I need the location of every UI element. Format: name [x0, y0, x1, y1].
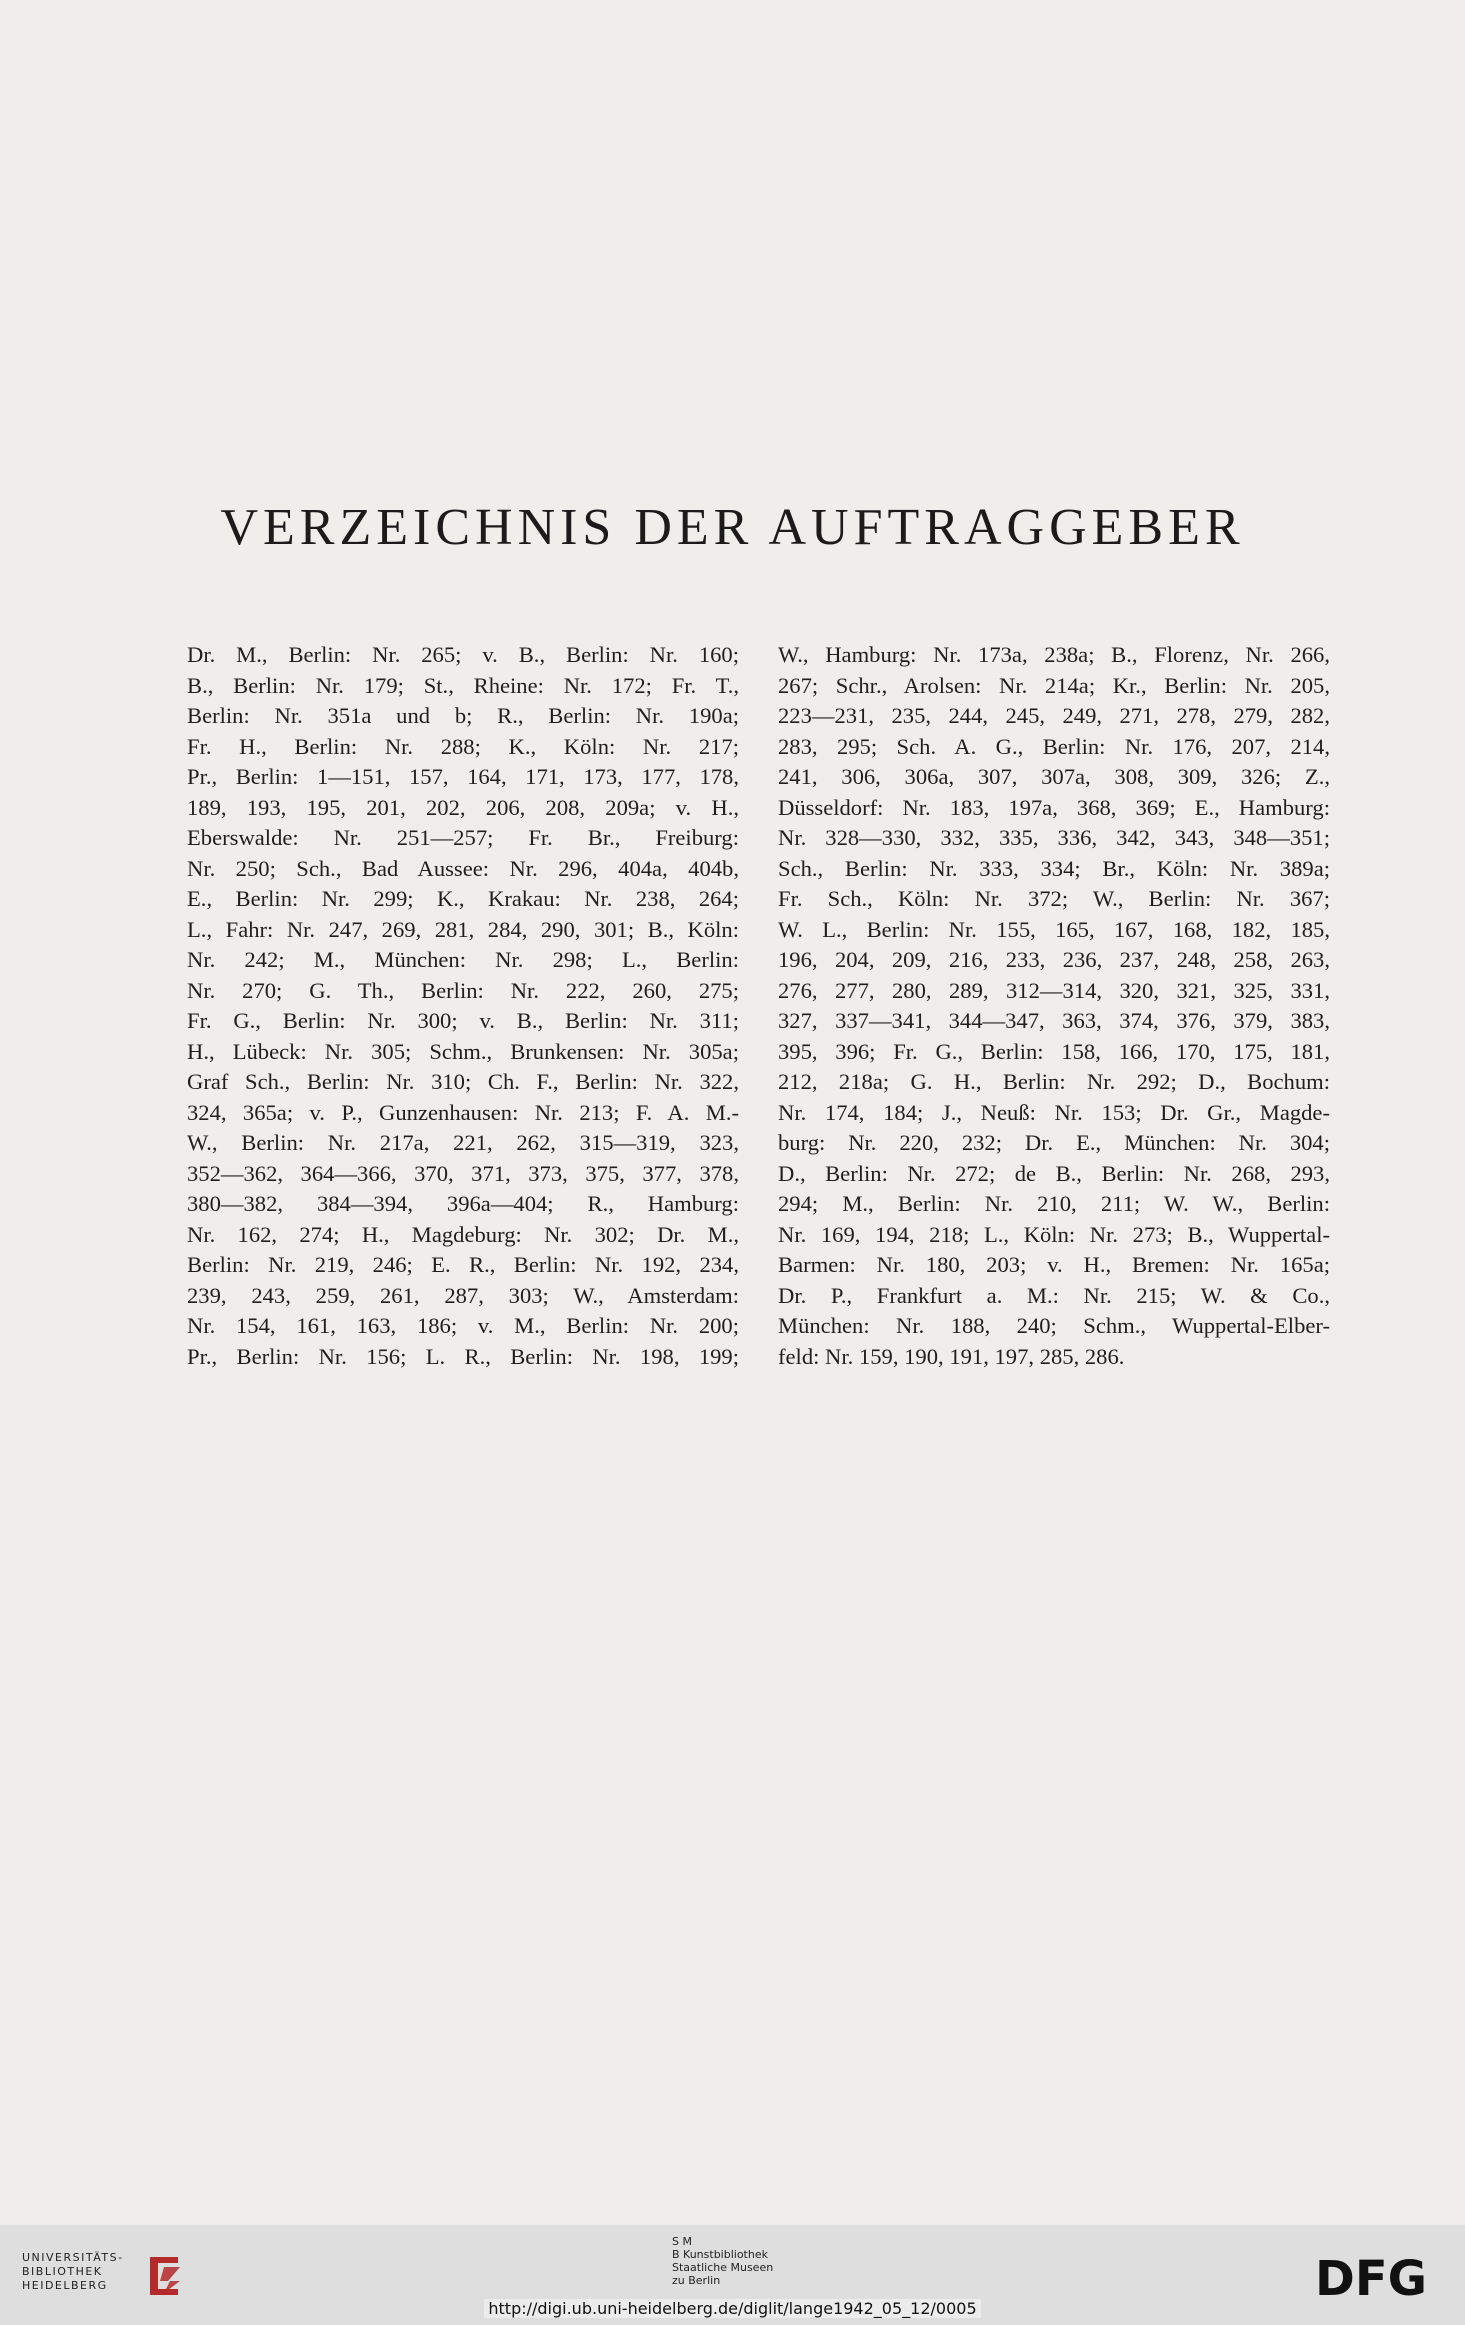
- entry-line: H., Lübeck: Nr. 305; Schm., Brunkensen: Nr. 305a;: [187, 1038, 739, 1064]
- entry-line: 189, 193, 195, 201, 202, 206, 208, 209a; v. H.,: [187, 794, 739, 820]
- entry-line: 283, 295; Sch. A. G., Berlin: Nr. 176, 207, 214,: [778, 733, 1330, 759]
- entry-line: 324, 365a; v. P., Gunzenhausen: Nr. 213; F. A. M.-: [187, 1099, 739, 1125]
- entry-line: Nr. 154, 161, 163, 186; v. M., Berlin: Nr. 200;: [187, 1313, 739, 1338]
- entry-line: Nr. 162, 274; H., Magdeburg: Nr. 302; Dr. M.,: [187, 1221, 739, 1247]
- university-name-line: HEIDELBERG: [22, 2279, 108, 2292]
- entry-line: Dr. M., Berlin: Nr. 265; v. B., Berlin: Nr. 160;: [187, 642, 739, 667]
- entry-line: Fr. Sch., Köln: Nr. 372; W., Berlin: Nr. 367;: [778, 886, 1330, 911]
- entry-line: W., Hamburg: Nr. 173a, 238a; B., Florenz, Nr. 266,: [778, 642, 1330, 667]
- entry-line: burg: Nr. 220, 232; Dr. E., München: Nr. 304;: [778, 1130, 1330, 1155]
- entry-line: Berlin: Nr. 351a und b; R., Berlin: Nr. 190a;: [187, 703, 739, 728]
- permalink[interactable]: [0, 2299, 1465, 2318]
- entry-line: Pr., Berlin: Nr. 156; L. R., Berlin: Nr. 198, 199;: [187, 1343, 739, 1369]
- entry-line: 212, 218a; G. H., Berlin: Nr. 292; D., Bochum:: [778, 1069, 1330, 1094]
- entry-line: 196, 204, 209, 216, 233, 236, 237, 248, 258, 263,: [778, 947, 1330, 972]
- museum-credit: [672, 2235, 773, 2287]
- left-column: [187, 640, 739, 1372]
- credit-line: S M: [672, 2235, 692, 2248]
- entry-line: L., Fahr: Nr. 247, 269, 281, 284, 290, 301; B., Köln:: [187, 916, 739, 942]
- dfg-logo-text: DFG: [1314, 2251, 1428, 2303]
- entry-line: 276, 277, 280, 289, 312—314, 320, 321, 325, 331,: [778, 977, 1330, 1003]
- entry-line: Eberswalde: Nr. 251—257; Fr. Br., Freiburg:: [187, 825, 739, 850]
- entry-line: 395, 396; Fr. G., Berlin: 158, 166, 170, 175, 181,: [778, 1038, 1330, 1064]
- credit-line: zu Berlin: [672, 2274, 721, 2287]
- entry-line: 239, 243, 259, 261, 287, 303; W., Amsterdam:: [187, 1282, 739, 1308]
- credit-line: Staatliche Museen: [672, 2261, 774, 2274]
- university-name-line: BIBLIOTHEK: [22, 2265, 103, 2278]
- university-name-line: UNIVERSITÄTS-: [22, 2251, 124, 2264]
- entry-line: D., Berlin: Nr. 272; de B., Berlin: Nr. 268, 293,: [778, 1160, 1330, 1186]
- viewer-footer: [0, 2225, 1465, 2325]
- entry-line: E., Berlin: Nr. 299; K., Krakau: Nr. 238, 264;: [187, 886, 739, 911]
- entry-line: 223—231, 235, 244, 245, 249, 271, 278, 279, 282,: [778, 703, 1330, 728]
- entry-line: 267; Schr., Arolsen: Nr. 214a; Kr., Berlin: Nr. 205,: [778, 672, 1330, 698]
- entry-line: W. L., Berlin: Nr. 155, 165, 167, 168, 182, 185,: [778, 916, 1330, 942]
- entry-line: Berlin: Nr. 219, 246; E. R., Berlin: Nr. 192, 234,: [187, 1252, 739, 1277]
- dfg-logo[interactable]: [1301, 2251, 1441, 2303]
- entry-line: Fr. H., Berlin: Nr. 288; K., Köln: Nr. 217;: [187, 733, 739, 759]
- entry-line: Graf Sch., Berlin: Nr. 310; Ch. F., Berlin: Nr. 322,: [187, 1069, 739, 1094]
- entry-line: Nr. 328—330, 332, 335, 336, 342, 343, 348—351;: [778, 825, 1330, 850]
- entry-line: 327, 337—341, 344—347, 363, 374, 376, 379, 383,: [778, 1008, 1330, 1033]
- university-name: [22, 2251, 124, 2293]
- entry-line: 352—362, 364—366, 370, 371, 373, 375, 377, 378,: [187, 1160, 739, 1186]
- entry-line: Nr. 270; G. Th., Berlin: Nr. 222, 260, 275;: [187, 977, 739, 1003]
- entry-line: Nr. 169, 194, 218; L., Köln: Nr. 273; B., Wuppertal-: [778, 1221, 1330, 1247]
- entry-line: feld: Nr. 159, 190, 191, 197, 285, 286.: [778, 1343, 1125, 1369]
- university-emblem-icon: [144, 2251, 186, 2301]
- entry-line: W., Berlin: Nr. 217a, 221, 262, 315—319, 323,: [187, 1130, 739, 1155]
- entry-line: Barmen: Nr. 180, 203; v. H., Bremen: Nr. 165a;: [778, 1252, 1330, 1277]
- entry-line: B., Berlin: Nr. 179; St., Rheine: Nr. 172; Fr. T.,: [187, 672, 739, 698]
- credit-line: B Kunstbibliothek: [672, 2248, 768, 2261]
- entry-line: 241, 306, 306a, 307, 307a, 308, 309, 326; Z.,: [778, 764, 1330, 789]
- entry-line: 294; M., Berlin: Nr. 210, 211; W. W., Berlin:: [778, 1191, 1330, 1216]
- entry-line: Düsseldorf: Nr. 183, 197a, 368, 369; E., Hamburg:: [778, 794, 1330, 820]
- entry-line: Dr. P., Frankfurt a. M.: Nr. 215; W. & Co.,: [778, 1282, 1330, 1308]
- entry-line: 380—382, 384—394, 396a—404; R., Hamburg:: [187, 1191, 739, 1216]
- entry-line: München: Nr. 188, 240; Schm., Wuppertal-Elber-: [778, 1313, 1330, 1338]
- entry-line: Nr. 242; M., München: Nr. 298; L., Berlin:: [187, 947, 739, 972]
- entry-line: Pr., Berlin: 1—151, 157, 164, 171, 173, 177, 178,: [187, 764, 739, 789]
- entry-line: Fr. G., Berlin: Nr. 300; v. B., Berlin: Nr. 311;: [187, 1008, 739, 1033]
- right-column: [778, 640, 1330, 1372]
- entry-line: Nr. 250; Sch., Bad Aussee: Nr. 296, 404a, 404b,: [187, 855, 739, 881]
- entry-line: Sch., Berlin: Nr. 333, 334; Br., Köln: Nr. 389a;: [778, 855, 1330, 881]
- entry-line: Nr. 174, 184; J., Neuß: Nr. 153; Dr. Gr., Magde-: [778, 1099, 1330, 1125]
- page-heading: VERZEICHNIS DER AUFTRAGGEBER: [220, 499, 1245, 556]
- permalink-text[interactable]: http://digi.ub.uni-heidelberg.de/diglit/lange1942_05_12/0005: [484, 2299, 980, 2318]
